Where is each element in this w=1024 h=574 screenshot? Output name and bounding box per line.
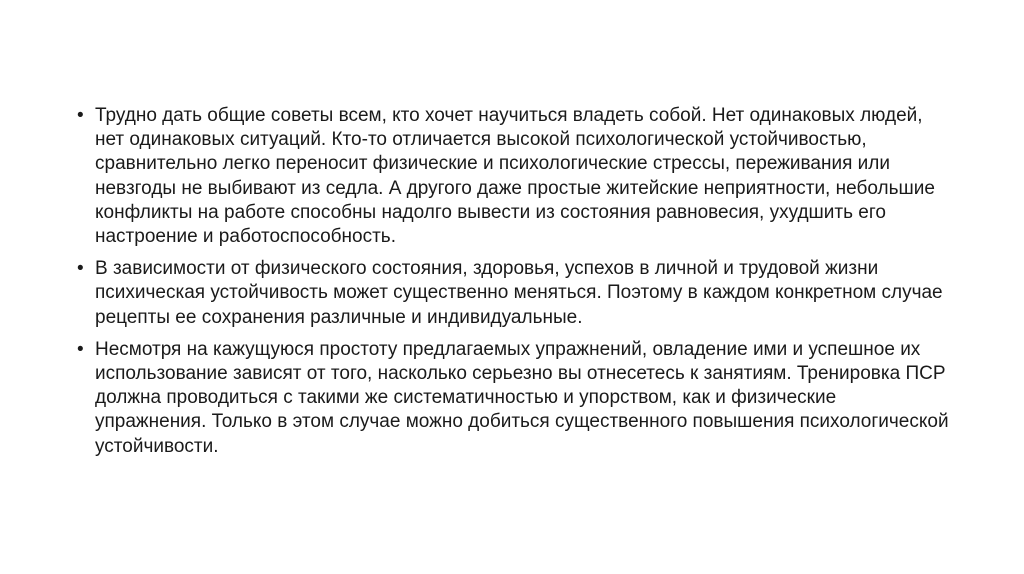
bullet-marker: • bbox=[77, 338, 84, 360]
bullet-marker: • bbox=[77, 105, 84, 126]
bullet-text: Трудно дать общие советы всем, кто хочет научиться владеть собой. Нет одинаковых людей, нет одинаковых ситуаций. Кто-то отличается высокой психологической устойчивостью, сравнительно легко переносит физические и психологические стрессы, переживания или невзгоды не выбивают из седла. А другого даже простые житейские неприятности, небольшие конфликты на работе способны надолго вывести из состояния равновесия, ухудшить его настроение и работоспособность. bbox=[95, 105, 935, 248]
bullet-text: В зависимости от физического состояния, здоровья, успехов в личной и трудовой жизни психическая устойчивость может существенно меняться. Поэтому в каждом конкретном случае рецепты ее сохранения различные и индивидуальные. bbox=[95, 258, 943, 328]
bullet-text: Несмотря на кажущуюся простоту предлагаемых упражнений, овладение ими и успешное их использование зависят от того, насколько серьезно вы отнесетесь к занятиям. Тренировка ПСР должна проводиться с такими же систематичностью и упорством, как и физические упражнения. Только в этом случае можно добиться существенного повышения психологической устойчивости. bbox=[95, 338, 949, 457]
bullet-item bbox=[72, 104, 952, 249]
bullet-list bbox=[72, 104, 952, 467]
bullet-marker: • bbox=[77, 258, 84, 280]
bullet-item bbox=[72, 338, 952, 459]
bullet-item bbox=[72, 257, 952, 330]
